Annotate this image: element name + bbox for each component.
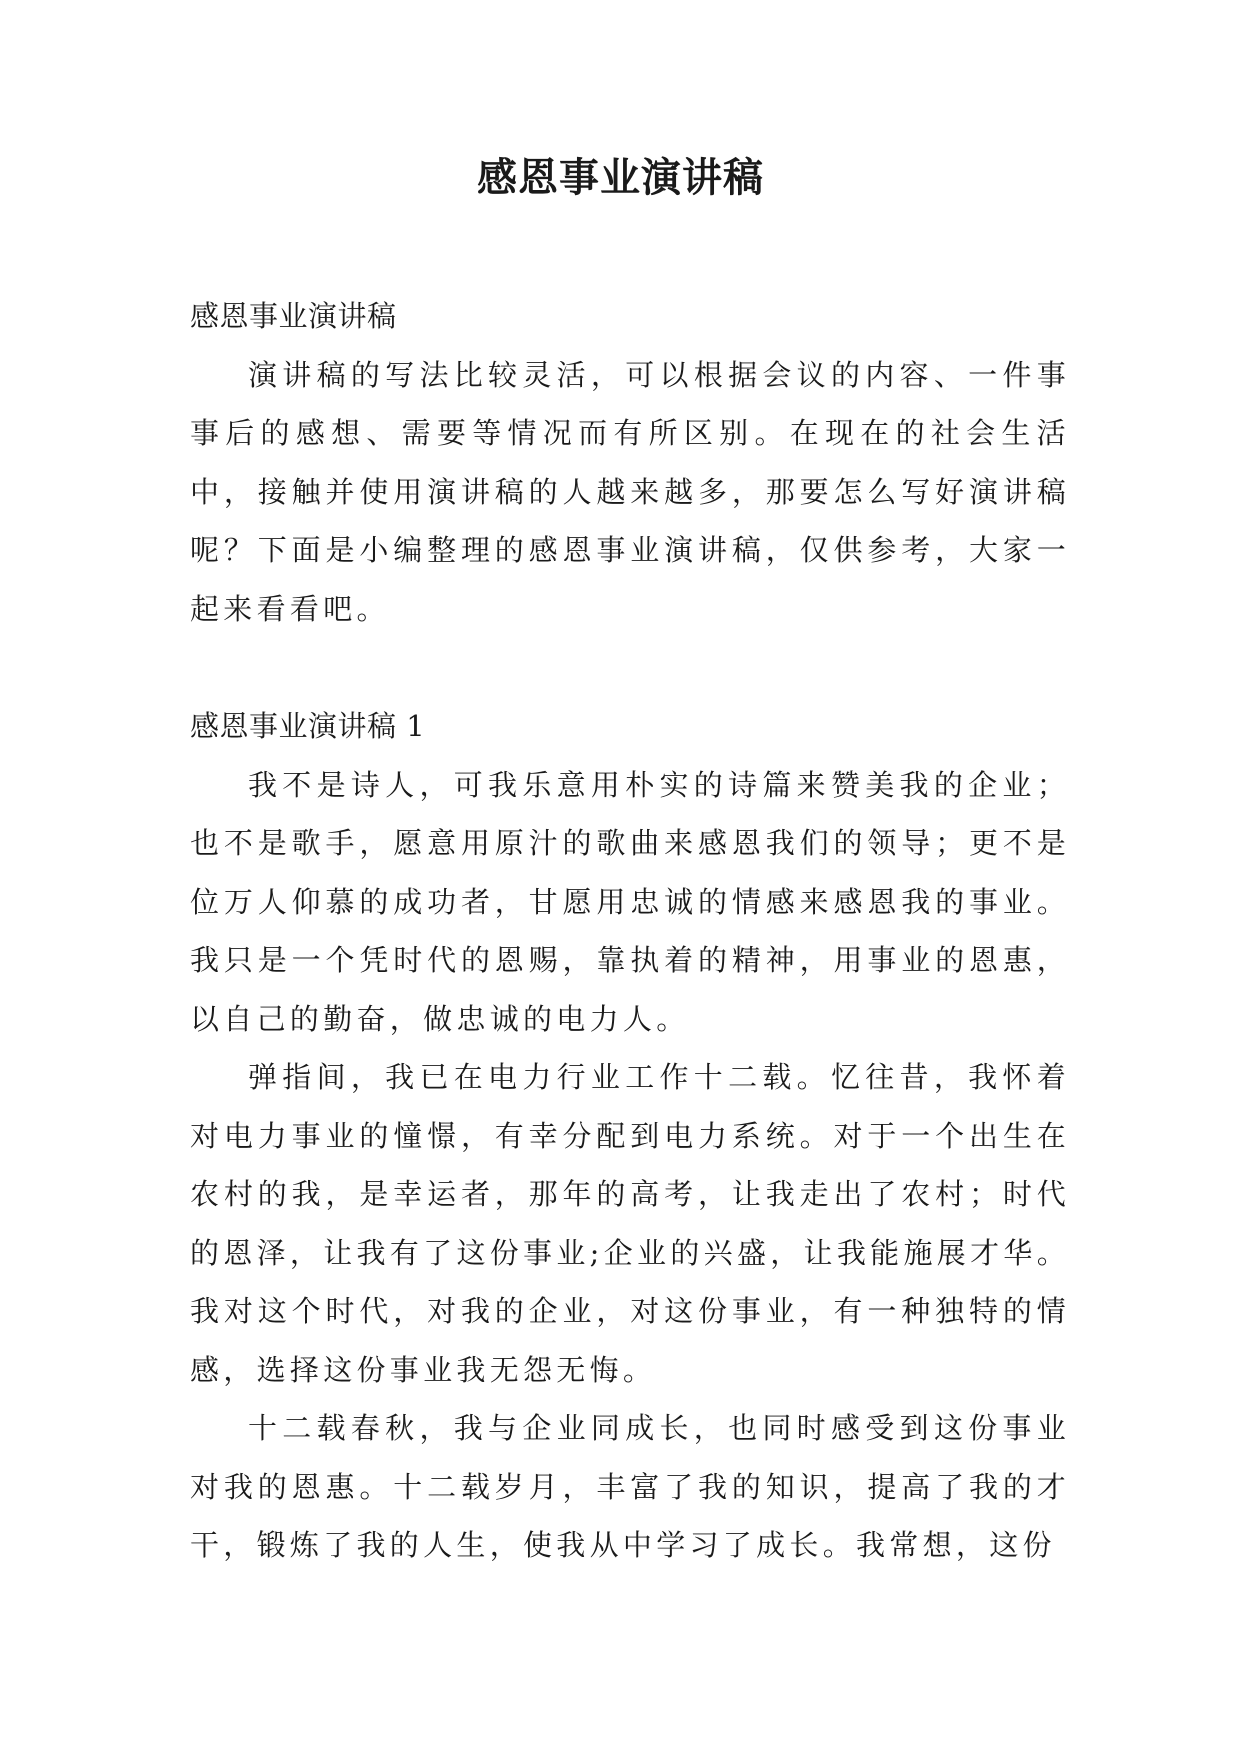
speech-section-1 (190, 697, 1070, 1575)
body-paragraph: 我不是诗人，可我乐意用朴实的诗篇来赞美我的企业；也不是歌手，愿意用原汁的歌曲来感恩我们的领导；更不是位万人仰慕的成功者，甘愿用忠诚的情感来感恩我的事业。我只是一个凭时代的恩赐，靠执着的精神，用事业的恩惠，以自己的勤奋，做忠诚的电力人。 (190, 767, 1070, 1036)
intro-paragraph: 演讲稿的写法比较灵活，可以根据会议的内容、一件事事后的感想、需要等情况而有所区别。在现在的社会生活中，接触并使用演讲稿的人越来越多，那要怎么写好演讲稿呢？下面是小编整理的感恩事业演讲稿，仅供参考，大家一起来看看吧。 (190, 357, 1070, 626)
document-title: 感恩事业演讲稿 (477, 154, 764, 201)
intro-section (190, 287, 1070, 638)
body-paragraph: 弹指间，我已在电力行业工作十二载。忆往昔，我怀着对电力事业的憧憬，有幸分配到电力系统。对于一个出生在农村的我，是幸运者，那年的高考，让我走出了农村；时代的恩泽，让我有了这份事业;企业的兴盛，让我能施展才华。我对这个时代，对我的企业，对这份事业，有一种独特的情感，选择这份事业我无怨无悔。 (190, 1060, 1070, 1387)
section-heading: 感恩事业演讲稿 1 (190, 709, 426, 743)
intro-heading: 感恩事业演讲稿 (190, 299, 397, 333)
body-paragraph: 十二载春秋，我与企业同成长，也同时感受到这份事业对我的恩惠。十二载岁月，丰富了我的知识，提高了我的才干，锻炼了我的人生，使我从中学习了成长。我常想，这份 (190, 1411, 1070, 1562)
